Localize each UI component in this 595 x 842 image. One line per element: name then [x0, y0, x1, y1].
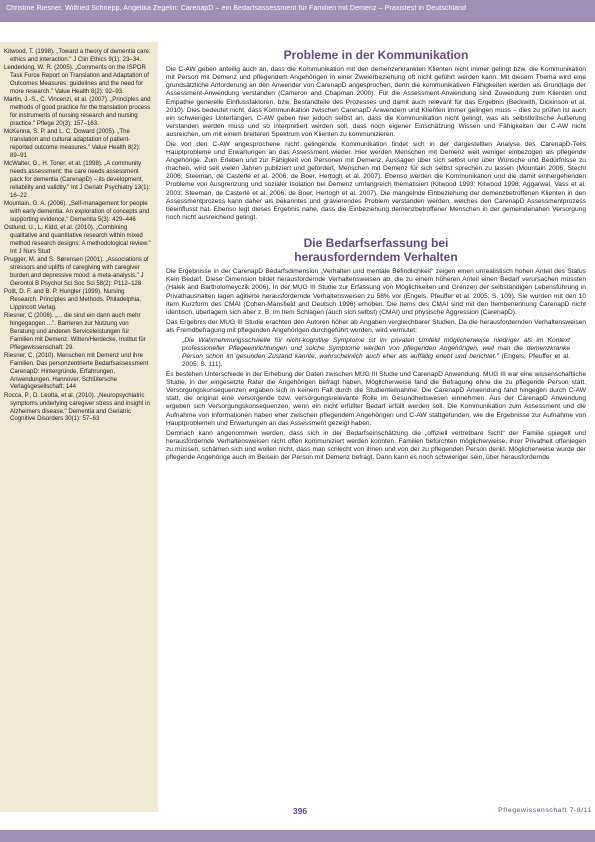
reference-item: Ostlund, U., L. Kidd, et al. (2010). „Combining qualitative and quantitative research within mixed method research designs: A methodological review." Int J Nurs Stud — [4, 224, 151, 255]
reference-item: Lenderking, W. R. (2005). „Comments on the ISPOR Task Force Report on Translation and Adaptation of Outcomes Measures: guidelines and the need for more research." Value Health 8(2): 92–93. — [4, 64, 149, 95]
footer-bar — [0, 830, 595, 842]
quote-citation: (Engels, Pfeuffer et al. 2005; S. 111). — [182, 353, 570, 369]
section-communication — [166, 48, 586, 222]
reference-item: Rocca, P., D. Leotta, et al. (2010). „Neuropsychiatric symptoms underlying caregiver stress and insight in Alzheimers disease." Dementia and Geriatric Cognitive Disorders 30(1): 57–63 — [4, 391, 150, 423]
reference-item: Mountain, G. A. (2006). „Self-management for people with early dementia. An exploration of concepts and supporting evidence." Dementia 5(3): 429–446 — [4, 200, 150, 223]
reference-item: Prugger, M. and S. Sørensen (2001). „Associations of stressors and uplifts of caregiving with caregiver burden and depressive mood: a meta-analysis." J Gerontol B Psychol Sci Soc Sci 58(2): P112–128 — [4, 256, 149, 287]
section-heading: Probleme in der Kommunikation — [283, 48, 469, 62]
reference-item: McKenna, S. P. and L. C. Doward (2005). „The translation and cultural adaptation of patient-reported outcome measures." Value Health 8(2): 89–91 — [4, 128, 141, 159]
section-needs-assessment — [166, 236, 586, 462]
reference-item: Kitwood, T. (1998). „Toward a theory of dementia care: ethics and interaction." J Clin Ethics 9(1): 23–34. — [4, 48, 151, 63]
page-number: 396 — [292, 806, 308, 816]
paragraph: Demnach kann angenommen werden, dass sich in der Bedarfseinschätzung die „offiziell vertretbare Sicht" der Familie spiegelt und herausfordernde Verhaltensweisen nicht offen kommuniziert werden konnten. Familien befürchten möglicherweise, ihrer Privatheit offenlegen zu müssen, schämen sich und wollen nicht, dass man schlecht von ihnen und von der zu pflegenden Person denkt. Möglicherweise wurde der pflegende Angehörige auch im Beisein der Person mit Demenz befragt. Dann kann es noch schwieriger sein, über herausfordernde — [166, 429, 586, 461]
reference-item: McWalter, G., H. Toner, et al. (1998). „A community needs assessment: the care needs assessment pack for dementia (CarenapD) – its development, reliability and validity." Int J Geriatr Psychiatry 13(1): 16–22 — [4, 160, 151, 199]
running-header: Christine Riesner, Wilfried Schnepp, Angelika Zegelin: CarenapD – ein Bedarfsassessment für Familien mit Demenz – Praxistest in Deutschland — [6, 5, 467, 12]
paragraph: Die Ergebnisse in der CarenapD Bedarfsdimension „Verhalten und mentale Befindlichkeit" zeigen einen unrealistisch hohen Anteil des Status Kein Bedarf. Diese Dimension bildet herausfordernde Verhaltensweisen ab, die zu einem höheren Anteil einen Bedarf verursachen müssten (Halek and Bartholomeyczik 2006). In der MUG III Studie zur Erfassung von Möglichkeiten und Grenzen der selbständigen Lebensführung in Privathaushalten lagen agitierte herausfordernde Verhaltensweisen zu 58% vor (Engels, Pfeuffer et al. 2005; S. 109). Sie wurden mit den 10 Item Kurzform des CMAI (Cohen-Mansfield and Deutsch 1996) erhoben. Die Items des CMAI sind mit den Itembenennung CarenapD nicht identisch, überlagern sich aber z. B. im Item Schlagen (auch sich selbst) (CMAI) und physische Aggression (CarenapD). — [166, 268, 586, 316]
paragraph: Das Ergebnis der MUG III Studie erachten den Autoren höher ab Angaben vergleichbarer Studien. Da die herausfordernden Verhaltensweisen als Fremdbefragung mit pflegenden Angehörigen durchgeführt wurden, wird vermutet: — [166, 318, 586, 334]
section-heading — [166, 236, 586, 264]
section-heading-line: herausforderndem Verhalten — [294, 250, 458, 265]
reference-list — [4, 48, 152, 424]
paragraph: Es bestehen Unterschiede in der Erhebung der Daten zwischen MUG III Studie und CarenapD Anwendung. MUG III war eine wissenschaftliche Studie, in der eingesetzte Rater die Angehörigen befragt haben. Möglicherweise fand die Befragung ohne die zu pflegende Person statt. Versorgungskonsequenzen ergaben sich in keinem Fall durch die Studienteilnahme. Die CarenapD Anwendung fand hingegen durch C-AW statt, die original eine versorgende bzw. versorgungsrelevante Rolle im Gesundheitswesen einnehmen. Aus der CarenapD Anwendung ergeben sich Versorgungskonsequenzen, wenn ein nicht erfüllter Bedarf erfüllt werden soll. Die Kommunikation zum Assessment und die Aufnahme von Informationen haben eher zwischen pflegendem Angehörigen und C-AW stattgefunden, wie die Ergebnisse zur Aufnahme von Hauptproblemen und Erwartungen an das Assessment gezeigt haben. — [166, 371, 586, 427]
reference-item: Polit, D. F. and B. P. Hungler (1999). Nursing Research. Principles and Methods. Philadelphia, Lippincott Verlag. — [4, 288, 142, 311]
reference-item: Martin, J.-S., C. Vincenzi, et al. (2007). „Principles and methods of good practice for the translation process for instruments of nursing research and nursing practice." Pflege 20(3): 157–163. — [4, 96, 151, 127]
header-bar — [0, 0, 595, 22]
paragraph: Die C-AW geben anteilig auch an, dass die Kommunikation mit den demenzerkrankten Klienten nicht immer gelingt bzw. die Kommunikation mit Person mit Demenz und pflegendem Angehörigen in einer Zweierbeziehung oft nicht geführt werden kann. Mit diesem Thema wird eine grundsätzliche Anforderung an den Anwender von CarenapD angesprochen, denn die kommunikativen Fähigkeiten werden als Grundlage der Assessment-Anwendung verstanden (Cameron and Chapman 2000). Für die Assessment-Anwendung sind Zuwendung zum Klienten und Empathie generelle Einflussfaktoren, bzw. Bestandteile des Prozesses und damit auch relevant für das Ergebnis (Beckwith, Dickinson et al. 2010). Dies bedeutet nicht, dass Kommunikation zwischen CarenapD Anwendern und Klienten immer gelingen muss – dies zu prüfen ist auch ein schwieriges Unterfangen. C-AW geben hier jedoch selbst an, dass die Kommunikation nicht gelingt, was als selbstkritische Äußerung verstanden werden muss und so interpretiert werden soll, dass noch eigener Einschätzung Wissen und Fähigkeiten der C-AW nicht ausreichen, um mit einem breiteren Spektrum von Klienten zu kommunizieren. — [166, 66, 586, 138]
block-quote — [166, 337, 586, 369]
journal-name: Pflegewissenschaft 7-8/11 — [498, 807, 592, 814]
main-column — [166, 48, 586, 464]
reference-item: Riesner, C (2006). „... die sind ein dann auch mehr hingegangen ...". Barrieren zur Nutzung von Beratung und anderen Serviceleistungen für Familien mit Demenz. Witten/Herdecke, Institut für Pflegewissenschaft: 29. — [4, 312, 146, 351]
quote-text: „Die Wahrnehmungsschwelle für nicht-kognitive Symptome ist im privaten Umfeld möglicherweise niedriger als im Kontext professioneller Pflegeeinrichtungen und solche Symptome werden von pflegenden Angehörigen, weil man die demenzkranke Person schon im gesunden Zustand kannte, wahrscheinlich auch eher als auffällig erlebt und berichtet." — [182, 336, 570, 360]
reference-item: Riesner, C. (2010). Menschen mit Demenz und ihre Familien. Das personzentrierte Bedarfsassessment CarenapD: Hintergründe, Erfahrungen, Anwendungen. Hannover, Schlütersche Verlagsgesellschaft: 144 — [4, 352, 149, 391]
reference-sidebar — [0, 42, 158, 812]
section-heading-line: Die Bedarfserfassung bei — [303, 235, 449, 250]
paragraph: Die von den C-AW angesprochene nicht gelingende Kommunikation findet sich in der dargestellten Analyse des CarenapD-Teils Hauptprobleme und Erwartungen an das Assessment wieder. Hier werden Menschen mit Demenz weit weniger einbezogen als pflegende Angehörige. Zum Erleben und zur Fähigkeit von Personen mit Demenz, Aussagen über sich selbst und über Wünsche und Bedürfnisse zu machen, wird seit vielen Jahren publiziert und gefordert, Menschen mit Demenz für sich selbst sprechen zu lassen (Mountain 2006; Stechl 2006; Steeman, de Casterlé et al. 2006; de Boer, Hertogh et al. 2007). Ebenso werden die Kommunikation und die damit einhergehenden Probleme von Ausgrenzung und sozialer Isolation bei Demenz umfangreich thematisiert (Kitwood 1993; Kitwood 1998; Aggarwal, Vass et al. 2003; Steeman, de Casterlé et al. 2006; de Boer, Hertogh et al. 2007). Die mangelnde Einbeziehung der demenzbetroffenen Klienten in den Assessmentprozess kann daher als bekanntes und gravierendes Problem verstanden werden, welches den CarenapD Assessmentprozess beeinflusst hat. Ebenso legt dieses Ergebnis nahe, dass die Einbeziehung demenzbetroffener Menschen in der gemeindenahen Versorgung noch nicht ausreichend gelingt. — [166, 140, 586, 221]
